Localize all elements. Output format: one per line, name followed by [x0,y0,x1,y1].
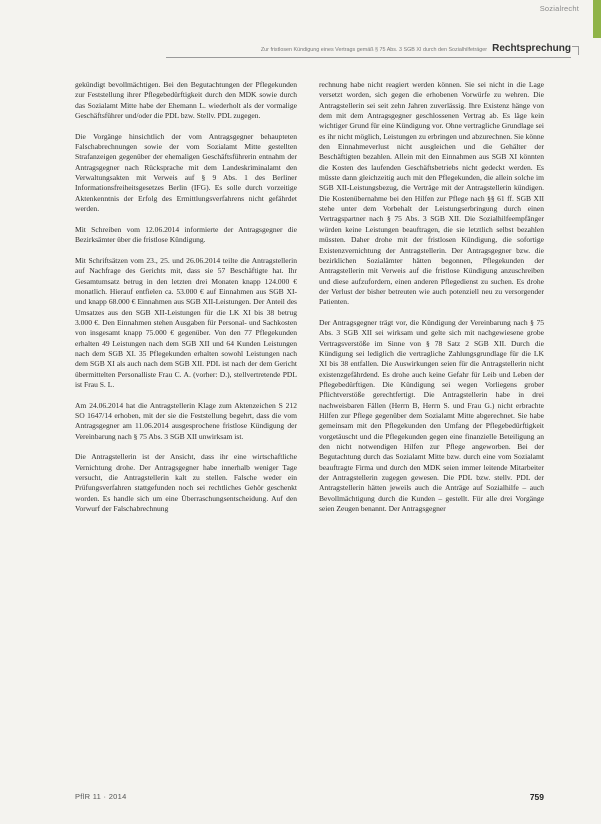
page-number: 759 [529,792,544,802]
paragraph: rechnung habe nicht reagiert werden können. Sie sei nicht in die Lage versetzt worden, sich gegen die erhobenen Vorwürfe zu wehren. Die Antragstellerin sei seit zehn Jahren zuverlässig. Ihre Existenz hänge von dem mit dem Antragsgegner geschlossenen Vertrag ab. Es läge kein wichtiger Grund für eine Kündigung vor. Ohne vertragliche Grundlage sei es ihr nicht möglich, Leistungen zu erbringen und abzurechnen. Sie könne den Einnahmeverlust nicht ausgleichen und die Gehälter der Beschäftigten bezahlen. Allein mit den Einnahmen aus SGB XI könnten die Kosten des laufenden Geschäftsbetriebs nicht gedeckt werden. Es müsste dann gleichzeitig auch mit den Pflegekunden, die allein solche im SGB XII-Leistungsbezug, die Verträge mit der Antragstellerin kündigen. Die Kostenübernahme bei den Hilfen zur Pflege nach §§ 61 ff. SGB XII stehe unter dem Vorbehalt der Leistungserbringung durch einen Vertragspartner nach § 75 Abs. 3 SGB XII. Die Sozialhilfeempfänger würden keine Leistungen beauftragen, die sie letztlich selbst bezahlen müssten. Daher drohe mit der fristlosen Kündigung, die sofortige Existenzvernichtung der Antragstellerin. Der Antragsgegner bzw. die bezirklichen Sozialämter hätten begonnen, Pflegekunden der Antragstellerin mit Verweis auf die fristlose Kündigung anzuschreiben und diese aufzufordern, einen anderen Pflegedienst zu suchen. Es drohe der Verlust der bisher betreuten wie auch potenziell neu zu versorgender Patienten. [319,80,544,307]
header-rule [166,57,571,58]
running-subtitle: Zur fristlosen Kündigung eines Vertrags gemäß § 75 Abs. 3 SGB XI durch den Sozialhilfeträger [260,47,488,53]
paragraph: Mit Schreiben vom 12.06.2014 informierte der Antragsgegner die Bezirksämter über die fristlose Kündigung. [75,224,297,245]
paragraph: Die Antragstellerin ist der Ansicht, dass ihr eine wirtschaftliche Vernichtung drohe. Der Antragsgegner habe innerhalb weniger Tage versucht, die Antragstellerin kalt zu stellen. Falsche weder ein Prüfungsverfahren stattgefunden noch sei rechtliches Gehör geschenkt worden. Es handle sich um eine Überraschungsentscheidung. Auf den Vorwurf der Falschabrechnung [75,452,297,514]
paragraph: Mit Schriftsätzen vom 23., 25. und 26.06.2014 teilte die Antragstellerin auf Nachfrage des Gerichts mit, dass sie 57 Beschäftigte hat. Ihr Gesamtumsatz betrug in den letzten drei Monaten knapp 124.000 € monatlich. Hierauf entfielen ca. 53.000 € auf Einnahmen aus SGB XI- und knapp 68.000 € Einnahmen aus SGB XII-Leistungen. Der Anteil des Umsatzes aus den SGB XII-Leistungen für die LK XI bis 38 betrug 3.000 €. Den Einnahmen stehen Ausgaben für Personal- und Sachkosten von insgesamt knapp 75.000 € gegenüber. Von den 77 Pflegekunden erhalten 49 Leistungen nach dem SGB XII und 64 Kunden Leistungen nach dem SGB XI. 35 Pflegekunden erhalten sowohl Leistungen nach dem SGB XI als auch nach dem SGB XII. PDL ist nach der dem Gericht übermittelten Personalliste Frau C. A. (vorher: D.), stellvertretende PDL ist Frau S. L. [75,255,297,389]
page-footer [75,792,544,802]
journal-issue: PflR 11 · 2014 [75,792,127,801]
right-column [319,80,544,514]
paragraph: Der Antragsgegner trägt vor, die Kündigung der Vereinbarung nach § 75 Abs. 3 SGB XII sei wirksam und gelte sich mit nachgewiesene grobe Vertragsverstöße im Sinne von § 78 Satz 2 SGB XII. Durch die Kündigung sei lediglich die vertragliche Zahlungsgrundlage für die LK XI bis 38 entfallen. Die Auswirkungen seien für die Antragstellerin nicht existenzgefährdend. Es drohe auch keine Gefahr für Leib und Leben der Pflegebedürftigen. Die Kündigung sei wegen Vorliegens grober Pflichtverstöße gerechtfertigt. Die Antragstellerin habe in drei nachweisbaren Fällen (Herrn B, Herrn S. und Frau G.) nicht erbrachte Hilfen zur Pflege gegenüber dem Sozialamt Mitte abgerechnet. Sie habe gemeinsam mit den Pflegekunden den Umfang der Pflegebedürftigkeit vorgetäuscht und die Pflegekunden gegen eine finanzielle Beteiligung an den nicht notwendigen Hilfen zur Pflege angeworben. Bei der Begutachtung durch das Sozialamt Mitte bzw. durch eine vom Sozialamt beauftragte Firma und durch den MDK seien immer leitende Mitarbeiter der Antragstellerin zugegen gewesen. Die PDL bzw. stellv. PDL der Antragstellerin hätten jeweils auch die Anträge auf Sozialhilfe – auch Bevollmächtigung durch die Kunden – gestellt. Für alle drei Vorgänge seien Zeugen benannt. Der Antragsgegner [319,317,544,514]
header-corner [572,46,579,55]
paragraph: Am 24.06.2014 hat die Antragstellerin Klage zum Aktenzeichen S 212 SO 1647/14 erhoben, mit der sie die Feststellung begehrt, dass die vom Antragsgegner am 11.06.2014 ausgesprochene fristlose Kündigung der Vereinbarung nach § 75 Abs. 3 SGB XII unwirksam ist. [75,400,297,441]
section-color-marker [593,0,601,38]
section-label: Sozialrecht [539,4,579,13]
running-header [168,43,571,55]
left-column [75,80,297,514]
paragraph: gekündigt bevollmächtigen. Bei den Begutachtungen der Pflegekunden zur Feststellung ihrer Pflegebedürftigkeit durch den MDK sowie durch das Sozialamt Mitte habe der Ehemann L. wiederholt als der vormalige Geschäftsführer und/oder die PDL bzw. Stellv. PDL zugegen. [75,80,297,121]
section-title: Rechtsprechung [492,43,571,54]
paragraph: Die Vorgänge hinsichtlich der vom Antragsgegner behaupteten Falschabrechnungen sowie der vom Sozialamt Mitte gestellten Strafanzeigen gegenüber der ehemaligen Geschäftsführerin entnahm der Antragsgegner nach Rücksprache mit dem Landeskriminalamt den Verwaltungsakten mit Verweis auf § 9 Abs. 1 des Berliner Informationsfreiheitsgesetzes Berlin (IFG). Es solle durch vorzeitige Aktenkenntnis der Erfolg des Ermittlungsverfahrens nicht gefährdet werden. [75,131,297,214]
